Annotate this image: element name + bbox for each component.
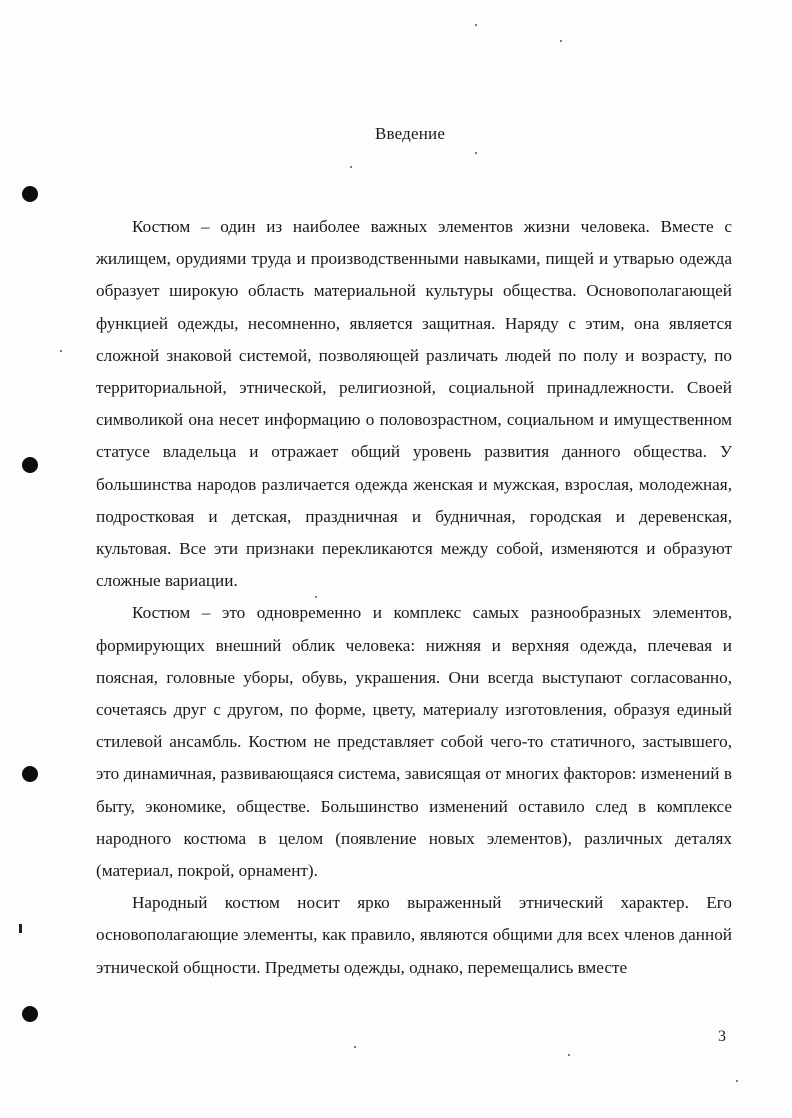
scan-speck — [568, 1054, 570, 1056]
binder-hole-4 — [22, 1006, 38, 1022]
binder-hole-2 — [22, 457, 38, 473]
body-text — [96, 211, 732, 984]
paragraph-3: Народный костюм носит ярко выраженный этнический характер. Его основополагающие элементы, как правило, являются общими для всех членов данной этнической общности. Предметы одежды, однако, перемещались вместе — [96, 893, 732, 977]
scan-mark — [19, 924, 22, 933]
scan-speck — [736, 1080, 738, 1082]
binder-hole-1 — [22, 186, 38, 202]
scan-speck — [354, 1046, 356, 1048]
paragraph-1: Костюм – один из наиболее важных элементов жизни человека. Вместе с жилищем, орудиями труда и производственными навыками, пищей и утварью одежда образует широкую область материальной культуры общества. Основополагающей функцией одежды, несомненно, является защитная. Наряду с этим, она является сложной знаковой системой, позволяющей различать людей по полу и возрасту, по территориальной, этнической, религиозной, социальной принадлежности. Своей символикой она несет информацию о половозрастном, социальном и имущественном статусе владельца и отражает общий уровень развития данного общества. У большинства народов различается одежда женская и мужская, взрослая, молодежная, подростковая и детская, праздничная и будничная, городская и деревенская, культовая. Все эти признаки перекликаются между собой, изменяются и образуют сложные вариации. — [96, 217, 732, 591]
scan-speck — [350, 166, 352, 168]
scan-speck — [60, 350, 62, 352]
scan-speck — [475, 24, 477, 26]
scan-speck — [560, 40, 562, 42]
page-title: Введение — [374, 124, 446, 143]
page-number: 3 — [718, 1028, 726, 1045]
scan-speck — [475, 152, 477, 154]
binder-hole-3 — [22, 766, 38, 782]
paragraph-2: Костюм – это одновременно и комплекс самых разнообразных элементов, формирующих внешний облик человека: нижняя и верхняя одежда, плечевая и поясная, головные уборы, обувь, украшения. Они всегда выступают согласованно, сочетаясь друг с другом, по форме, цвету, материалу изготовления, образуя единый стилевой ансамбль. Костюм не представляет собой чего-то статичного, застывшего, это динамичная, развивающаяся система, зависящая от многих факторов: изменений в быту, экономике, обществе. Большинство изменений оставило след в комплексе народного костюма в целом (появление новых элементов), различных деталях (материал, покрой, орнамент). — [96, 603, 732, 881]
